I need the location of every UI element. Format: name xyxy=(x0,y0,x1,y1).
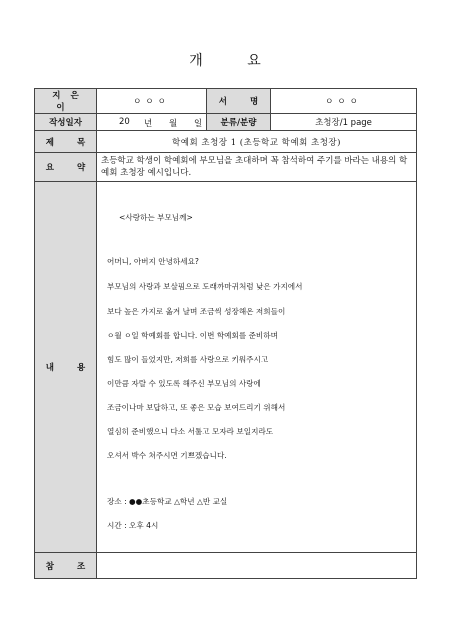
content-label: 내 용 xyxy=(35,182,97,553)
letter-time: 시간 : 오후 4시 xyxy=(107,521,159,530)
category-label: 분류/분량 xyxy=(207,114,271,131)
letter-line: 힘도 많이 들었지만, 저희를 사랑으로 키워주시고 xyxy=(107,355,269,364)
overview-form xyxy=(34,88,417,579)
letter-line: 조금이나마 보답하고, 또 좋은 모습 보여드리기 위해서 xyxy=(107,403,286,412)
date-label: 작성일자 xyxy=(35,114,97,131)
sign-label: 서 명 xyxy=(207,89,271,114)
letter-place: 장소 : ●●초등학교 △학년 △반 교실 xyxy=(107,497,228,506)
letter-line: 이만큼 자랄 수 있도록 해주신 부모님의 사랑에 xyxy=(107,379,261,388)
subject-value: 학예회 초청장 1 (초등학교 학예회 초청장) xyxy=(97,131,417,153)
reference-label: 참 조 xyxy=(35,553,97,579)
subject-label: 제 목 xyxy=(35,131,97,153)
reference-value xyxy=(97,553,417,579)
date-month-unit: 월 xyxy=(169,119,178,129)
date-year-unit: 년 xyxy=(144,119,153,129)
letter-line: 오셔서 박수 쳐주시면 기쁘겠습니다. xyxy=(107,451,227,460)
letter-line: 열심히 준비했으니 다소 서툴고 모자라 보일지라도 xyxy=(107,427,274,436)
summary-label: 요 약 xyxy=(35,153,97,182)
date-day-unit: 일 xyxy=(194,119,203,129)
summary-value: 초등학교 학생이 학예회에 부모님을 초대하며 꼭 참석하여 주기를 바라는 내용의 학예회 초청장 예시입니다. xyxy=(97,153,417,182)
category-value: 초청장/1 page xyxy=(271,114,417,131)
sign-value: ㅇㅇㅇ xyxy=(271,89,417,114)
letter-line: ㅇ월 ㅇ일 학예회를 합니다. 이번 학예회를 준비하며 xyxy=(107,331,278,340)
author-value: ㅇㅇㅇ xyxy=(97,89,207,114)
content-body xyxy=(97,182,417,553)
letter-line: 어머니, 아버지 안녕하세요? xyxy=(107,257,199,266)
author-label: 지은이 xyxy=(35,89,97,114)
page-title: 개 요 xyxy=(189,53,281,69)
letter-line: 보다 높은 가지로 옮겨 날며 조금씩 성장해온 저희들이 xyxy=(107,307,286,316)
letter-line: 부모님의 사랑과 보살핌으로 도래까마귀처럼 낮은 가지에서 xyxy=(107,282,303,291)
letter-greeting: <사랑하는 부모님께> xyxy=(119,213,193,222)
date-year: 20 xyxy=(119,117,130,127)
date-value xyxy=(97,114,207,131)
